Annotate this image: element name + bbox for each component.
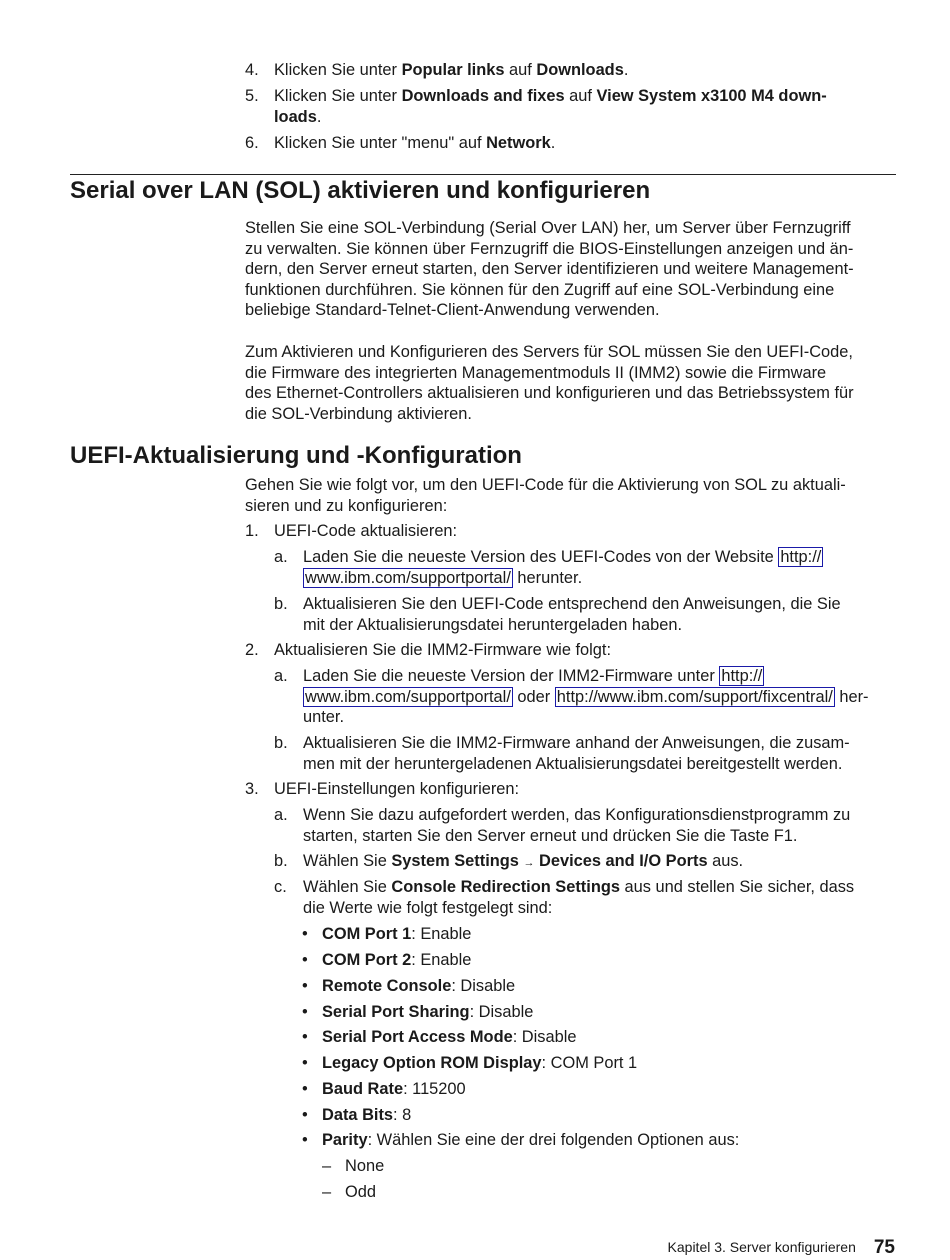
uefi-step-1b: b. Aktualisieren Sie den UEFI-Code entsprechend den Anweisungen, die Sie mit der Aktualisierungsdatei heruntergeladen haben.: [274, 595, 841, 634]
uefi-step-2: 2. Aktualisieren Sie die IMM2-Firmware wie folgt:: [245, 641, 612, 659]
arrow-icon: →: [523, 857, 535, 869]
paragraph-sol-config: Zum Aktivieren und Konfigurieren des Servers für SOL müssen Sie den UEFI-Code, die Firmware des integrierten Managementmoduls II (IMM2) sowie die Firmware des Ethernet-Controllers aktualisieren und konfigurieren und das Betriebssystem für die SOL-Verbindung aktivieren.: [245, 343, 854, 423]
page-number: 75: [873, 1237, 895, 1258]
uefi-step-3: 3. UEFI-Einstellungen konfigurieren:: [245, 780, 520, 798]
step-5: 5. Klicken Sie unter Downloads and fixes auf View System x3100 M4 down- loads.: [245, 87, 827, 126]
uefi-step-2b: b. Aktualisieren Sie die IMM2-Firmware anhand der Anweisungen, die zusam- men mit der heruntergeladenen Aktualisierungsdatei bereitgestellt werden.: [274, 734, 850, 773]
section-heading-uefi: UEFI-Aktualisierung und -Konfiguration: [70, 442, 522, 469]
step-6: 6. Klicken Sie unter "menu" auf Network.: [245, 134, 556, 152]
uefi-step-1a: a. Laden Sie die neueste Version des UEFI-Codes von der Website http:// www.ibm.com/supportportal/ herunter.: [274, 548, 822, 587]
section-heading-sol: Serial over LAN (SOL) aktivieren und konfigurieren: [70, 177, 651, 204]
setting-item: • Remote Console: Disable: [302, 977, 516, 995]
paragraph-uefi-intro: Gehen Sie wie folgt vor, um den UEFI-Code für die Aktivierung von SOL zu aktuali- sieren und zu konfigurieren:: [245, 476, 846, 515]
parity-option: – Odd: [322, 1183, 376, 1201]
setting-item: • Serial Port Access Mode: Disable: [302, 1028, 577, 1046]
supportportal-link[interactable]: http://: [780, 548, 822, 566]
uefi-step-3c: c. Wählen Sie Console Redirection Settings aus und stellen Sie sicher, dass die Werte wie folgt festgelegt sind:: [274, 878, 855, 917]
setting-item: • Parity: Wählen Sie eine der drei folgenden Optionen aus:: [302, 1131, 740, 1149]
step-4: 4. Klicken Sie unter Popular links auf Downloads.: [245, 61, 629, 79]
paragraph-sol-intro: Stellen Sie eine SOL-Verbindung (Serial Over LAN) her, um Server über Fernzugriff zu verwalten. Sie können über Fernzugriff die BIOS-Einstellungen anzeigen und än- dern, den Server erneut starten, den Server identifizieren und weitere Management- funktionen durchführen. Sie können für den Zugriff auf eine SOL-Verbindung eine beliebige Standard-Telnet-Client-Anwendung verwenden.: [245, 219, 854, 320]
setting-item: • COM Port 2: Enable: [302, 951, 472, 969]
uefi-step-3a: a. Wenn Sie dazu aufgefordert werden, das Konfigurationsdienstprogramm zu starten, starten Sie den Server erneut und drücken Sie die Taste F1.: [274, 806, 851, 845]
page-footer: [668, 1237, 895, 1259]
chapter-label: Kapitel 3. Server konfigurieren: [667, 1239, 856, 1255]
uefi-step-1: 1. UEFI-Code aktualisieren:: [245, 522, 458, 540]
setting-item: • Legacy Option ROM Display: COM Port 1: [302, 1054, 638, 1072]
parity-option: – None: [322, 1157, 385, 1175]
fixcentral-link[interactable]: http://www.ibm.com/support/fixcentral/: [556, 687, 833, 706]
setting-item: • Data Bits: 8: [302, 1106, 412, 1124]
setting-item: • COM Port 1: Enable: [302, 925, 472, 943]
supportportal-link-cont[interactable]: www.ibm.com/supportportal/: [305, 568, 511, 587]
uefi-step-2a: a. Laden Sie die neueste Version der IMM2-Firmware unter http:// www.ibm.com/supportportal/ oder http://www.ibm.com/support/fixcentral/ her- unter.: [274, 667, 869, 727]
setting-item: • Baud Rate: 115200: [302, 1080, 466, 1098]
setting-item: • Serial Port Sharing: Disable: [302, 1003, 534, 1021]
supportportal-link-2-cont[interactable]: www.ibm.com/supportportal/: [305, 687, 511, 706]
uefi-step-3b: b. Wählen Sie System Settings → Devices and I/O Ports aus.: [274, 852, 744, 870]
supportportal-link-2[interactable]: http://: [721, 667, 763, 685]
section-rule: [70, 174, 896, 175]
